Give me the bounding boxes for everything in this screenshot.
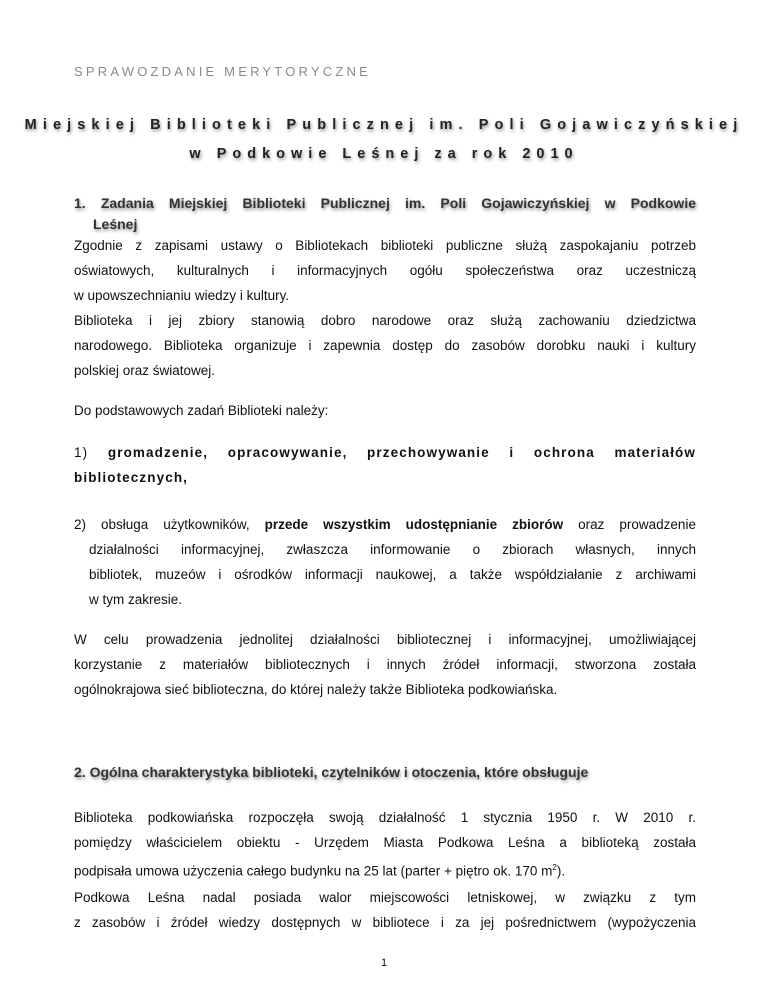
text-line: Biblioteka podkowiańska rozpoczęła swoją działalność 1 stycznia 1950 r. W 2010 r. <box>74 810 696 825</box>
page-number: 1 <box>380 957 388 969</box>
section-2-paragraph-2 <box>74 885 696 935</box>
text-fragment: podpisała umowa użyczenia całego budynku na 25 lat (parter + piętro ok. 170 m <box>74 863 553 879</box>
section-1-paragraph-3-lines <box>74 627 696 702</box>
text-line: bibliotek, muzeów i ośrodków informacji naukowej, a także współdziałanie z archiwami <box>89 567 696 582</box>
text-line: Do podstawowych zadań Biblioteki należy: <box>74 403 329 418</box>
task-1-line-2: bibliotecznych, <box>74 470 189 485</box>
task-2-number: 2) <box>74 517 87 532</box>
text-line: Zgodnie z zapisami ustawy o Bibliotekach biblioteki publiczne służą zaspokajaniu potrzeb <box>74 238 696 253</box>
text-line: z zasobów i źródeł wiedzy dostępnych w bibliotece i za jej pośrednictwem (wypożyczenia <box>74 915 696 930</box>
text-line: działalności informacyjnej, zwłaszcza informowanie o zbiorach własnych, innych <box>89 542 696 557</box>
section-1-heading-line-1: 1. Zadania Miejskiej Biblioteki Publicznej im. Poli Gojawiczyńskiej w Podkowie <box>74 195 696 211</box>
superscript: 2 <box>552 863 557 872</box>
task-2-pre: obsługa użytkowników, <box>101 517 250 532</box>
task-2 <box>74 512 696 612</box>
section-2-paragraph-1 <box>74 805 696 884</box>
text-line: oświatowych, kulturalnych i informacyjnych ogółu społeczeństwa oraz uczestniczą <box>74 263 696 278</box>
task-1-text: gromadzenie, opracowywanie, przechowywanie i ochrona materiałów <box>107 445 696 460</box>
report-label: SPRAWOZDANIE MERYTORYCZNE <box>74 64 371 79</box>
task-2-post: oraz prowadzenie <box>578 517 696 532</box>
task-1-line-1 <box>74 440 696 465</box>
task-1 <box>74 440 696 490</box>
tasks-intro <box>74 398 696 423</box>
text-line: narodowego. Biblioteka organizuje i zapewnia dostęp do zasobów dorobku nauki i kultury <box>74 338 696 353</box>
section-1-heading <box>74 193 696 235</box>
text-line: Biblioteka i jej zbiory stanowią dobro narodowe oraz służą zachowaniu dziedzictwa <box>74 313 696 328</box>
section-2-heading: 2. Ogólna charakterystyka biblioteki, czytelników i otoczenia, które obsługuje <box>74 764 589 780</box>
text-line: ogólnokrajowa sieć biblioteczna, do której należy także Biblioteka podkowiańska. <box>74 682 558 697</box>
text-line: pomiędzy właścicielem obiektu - Urzędem Miasta Podkowa Leśna a biblioteką została <box>74 835 696 850</box>
text-line <box>74 855 696 884</box>
task-1-number: 1) <box>74 445 89 460</box>
task-2-line-1 <box>74 512 696 537</box>
section-1-paragraph-1 <box>74 233 696 308</box>
title-line-1: Miejskiej Biblioteki Publicznej im. Poli Gojawiczyńskiej <box>24 117 744 133</box>
text-line: w tym zakresie. <box>89 592 183 607</box>
text-line: W celu prowadzenia jednolitej działalności bibliotecznej i informacyjnej, umożliwiającej <box>74 632 696 647</box>
text-line: korzystanie z materiałów bibliotecznych i innych źródeł informacji, stworzona została <box>74 657 696 672</box>
task-2-bold: przede wszystkim udostępnianie zbiorów <box>264 517 564 532</box>
text-line: w upowszechnianiu wiedzy i kultury. <box>74 288 290 303</box>
text-line: polskiej oraz światowej. <box>74 363 216 378</box>
section-1-heading-line-2: Leśnej <box>93 216 138 232</box>
text-line: Podkowa Leśna nadal posiada walor miejscowości letniskowej, w związku z tym <box>74 890 696 905</box>
text-fragment: ). <box>556 863 566 879</box>
title-line-2: w Podkowie Leśnej za rok 2010 <box>189 146 579 162</box>
section-1-paragraph-2 <box>74 308 696 383</box>
